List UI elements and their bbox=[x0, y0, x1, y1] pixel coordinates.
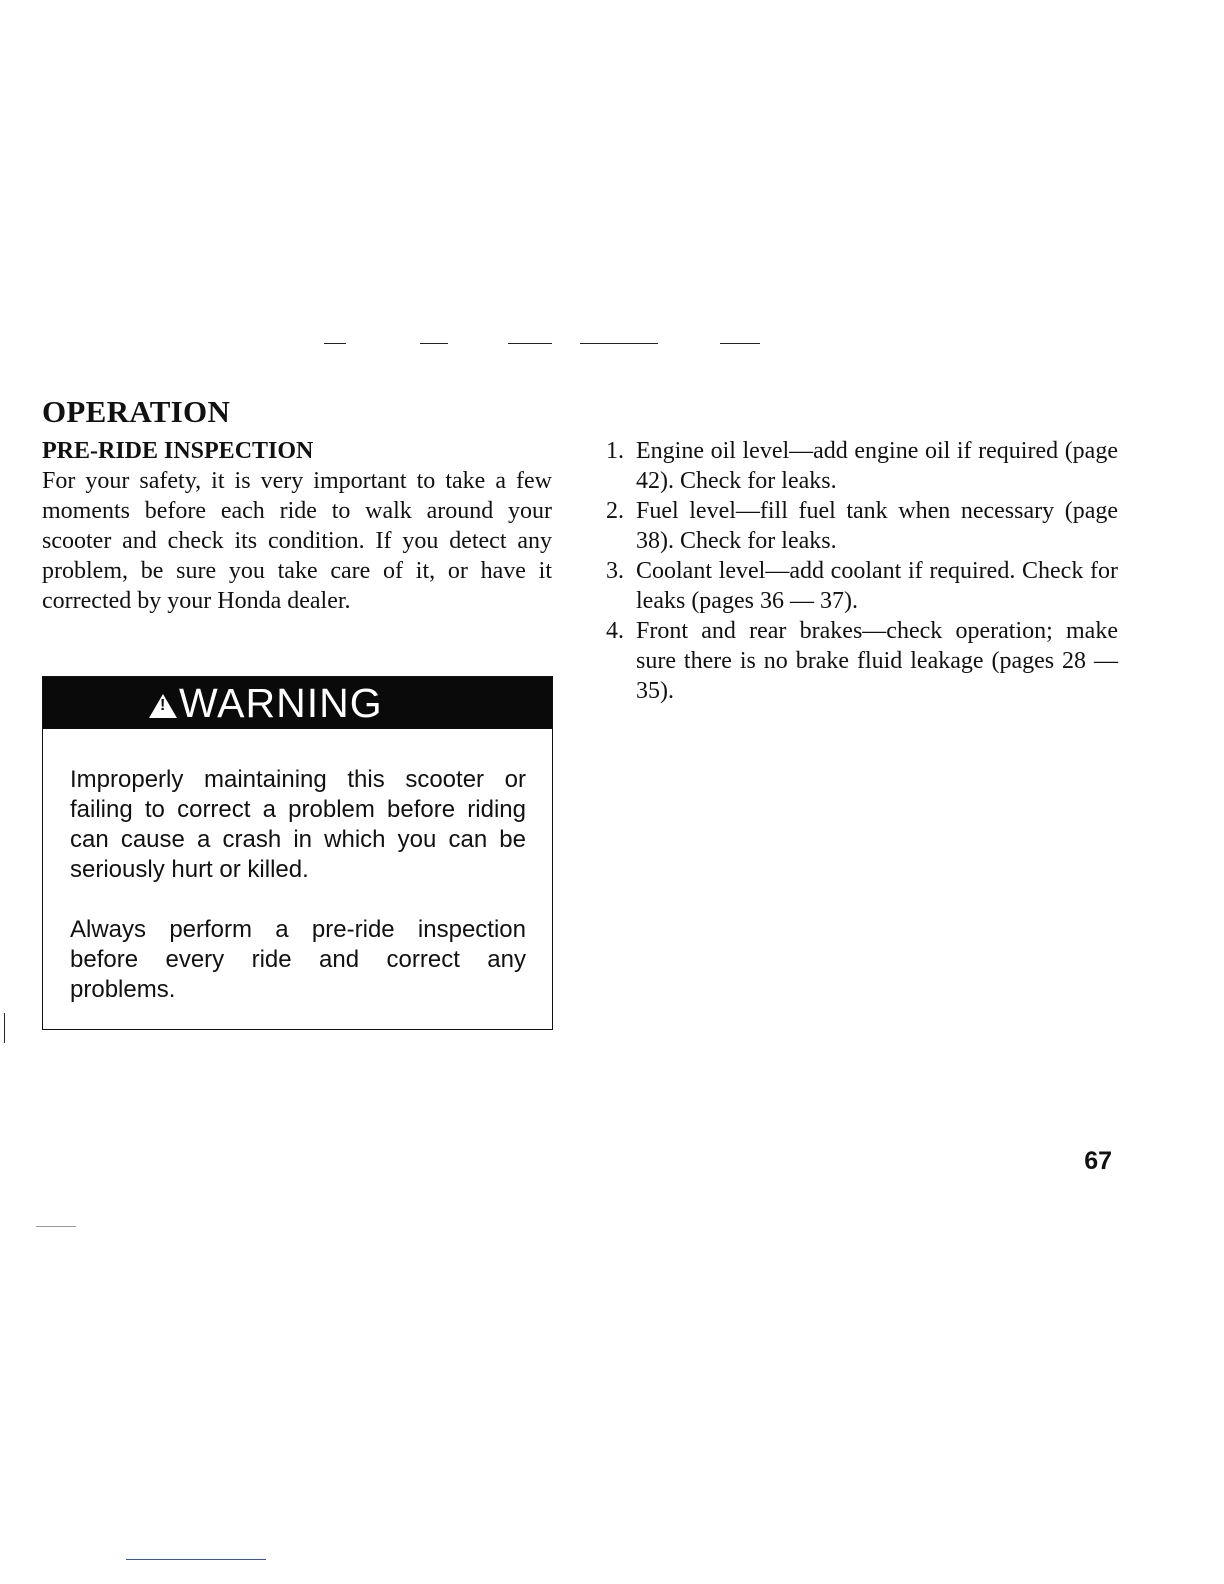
page-number: 67 bbox=[1084, 1147, 1112, 1175]
checklist-item-number: 4. bbox=[606, 618, 624, 644]
warning-paragraph: Improperly maintaining this scooter or failing to correct a problem before riding can cause a crash in which you can be seriously hurt or killed. bbox=[70, 766, 526, 883]
intro-paragraph: For your safety, it is very important to take a few moments before each ride to walk around your scooter and check its condition. If you detect any problem, be sure you take care of it, or have it corrected by your Honda dealer. bbox=[42, 468, 552, 614]
inspection-checklist bbox=[606, 436, 1118, 706]
warning-box bbox=[42, 676, 553, 1030]
warning-header bbox=[43, 677, 552, 729]
scan-rule bbox=[36, 1226, 76, 1227]
warning-paragraph: Always perform a pre-ride inspection before every ride and correct any problems. bbox=[70, 916, 526, 1003]
scan-rule bbox=[324, 343, 346, 344]
subsection-title: PRE-RIDE INSPECTION bbox=[42, 438, 314, 464]
scan-edge-mark bbox=[4, 1013, 5, 1043]
checklist-item bbox=[606, 436, 1118, 496]
section-title: OPERATION bbox=[42, 394, 231, 429]
warning-triangle-icon bbox=[149, 694, 177, 718]
scan-rule bbox=[580, 343, 658, 344]
checklist-item-text: Front and rear brakes—check operation; make sure there is no brake fluid leakage (pages 28 — 35). bbox=[636, 618, 1118, 704]
scan-rule bbox=[720, 343, 760, 344]
checklist-item-text: Engine oil level—add engine oil if required (page 42). Check for leaks. bbox=[636, 438, 1118, 494]
checklist-item-number: 2. bbox=[606, 498, 624, 524]
warning-title: WARNING bbox=[179, 680, 383, 726]
checklist-item-number: 3. bbox=[606, 558, 624, 584]
scan-rule bbox=[508, 343, 552, 344]
scan-rule bbox=[126, 1559, 266, 1560]
checklist-item-number: 1. bbox=[606, 438, 624, 464]
checklist-item-text: Coolant level—add coolant if required. Check for leaks (pages 36 — 37). bbox=[636, 558, 1118, 614]
checklist-item bbox=[606, 556, 1118, 616]
warning-body bbox=[43, 729, 552, 1005]
checklist-item bbox=[606, 616, 1118, 706]
checklist-item-text: Fuel level—fill fuel tank when necessary (page 38). Check for leaks. bbox=[636, 498, 1118, 554]
checklist-item bbox=[606, 496, 1118, 556]
scan-rule bbox=[420, 343, 448, 344]
